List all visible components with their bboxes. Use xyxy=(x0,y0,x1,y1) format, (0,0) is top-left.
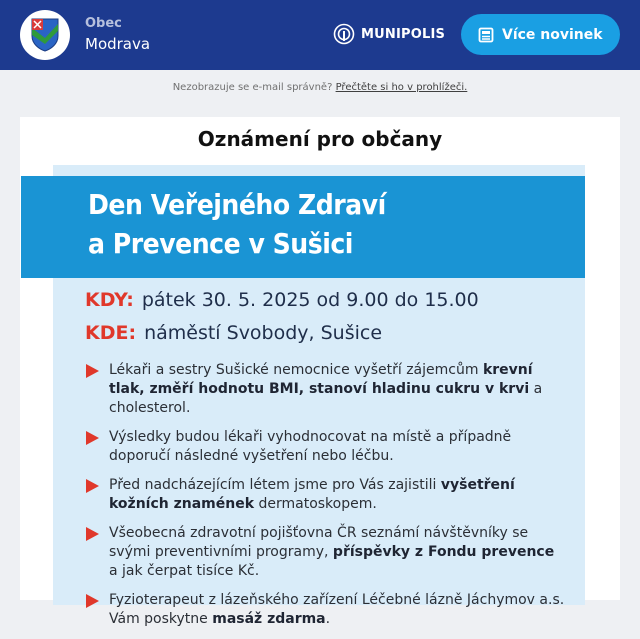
when-value: pátek 30. 5. 2025 od 9.00 do 15.00 xyxy=(141,289,479,311)
event-where xyxy=(85,322,382,344)
list-item: Výsledky budou lékaři vyhodnocovat na místě a případně doporučí následné vyšetření nebo léčbu. xyxy=(86,428,566,466)
municipality-crest[interactable] xyxy=(20,10,70,60)
brand-name: MUNIPOLIS xyxy=(361,26,446,42)
list-item: Lékaři a sestry Sušické nemocnice vyšetří zájemcům krevní tlak, změří hodnotu BMI, stanoví hladinu cukru v krvi a cholesterol. xyxy=(86,361,566,418)
more-news-button[interactable] xyxy=(461,14,620,55)
flyer-title-banner xyxy=(21,176,585,278)
list-item: Před nadcházejícím létem jsme pro Vás zajistili vyšetření kožních znamének dermatoskopem. xyxy=(86,476,566,514)
triangle-bullet-icon xyxy=(86,594,99,608)
list-item: Všeobecná zdravotní pojišťovna ČR seznámí návštěvníky se svými preventivními programy, příspěvky z Fondu prevence a jak čerpat tisíce Kč. xyxy=(86,524,566,581)
municipality-label: Obec xyxy=(85,16,122,31)
municipality-name: Modrava xyxy=(85,35,151,53)
triangle-bullet-icon xyxy=(86,364,99,378)
more-news-label: Více novinek xyxy=(502,26,603,43)
view-in-browser-link[interactable]: Přečtěte si ho v prohlížeči. xyxy=(335,82,468,93)
munipolis-logo-icon xyxy=(333,23,355,45)
announcement-card xyxy=(20,117,620,627)
flyer-title-line2: a Prevence v Sušici xyxy=(88,227,353,260)
view-in-browser-notice xyxy=(0,82,640,93)
triangle-bullet-icon xyxy=(86,479,99,493)
where-value: náměstí Svobody, Sušice xyxy=(144,322,383,344)
where-label: KDE: xyxy=(85,322,137,344)
notice-text: Nezobrazuje se e-mail správně? xyxy=(172,82,333,93)
flyer-title-line1: Den Veřejného Zdraví xyxy=(88,188,386,221)
header-bar xyxy=(0,0,640,70)
list-item: Fyzioterapeut z lázeňského zařízení Léčebné lázně Jáchymov a.s. Vám poskytne masáž zdarma. xyxy=(86,591,566,629)
municipal-crest-icon xyxy=(31,18,59,52)
newspaper-icon xyxy=(478,27,494,43)
when-label: KDY: xyxy=(85,289,134,311)
card-title: Oznámení pro občany xyxy=(197,127,443,151)
munipolis-brand[interactable] xyxy=(333,23,445,45)
triangle-bullet-icon xyxy=(86,431,99,445)
triangle-bullet-icon xyxy=(86,527,99,541)
event-when xyxy=(85,289,479,311)
service-list xyxy=(86,361,566,639)
